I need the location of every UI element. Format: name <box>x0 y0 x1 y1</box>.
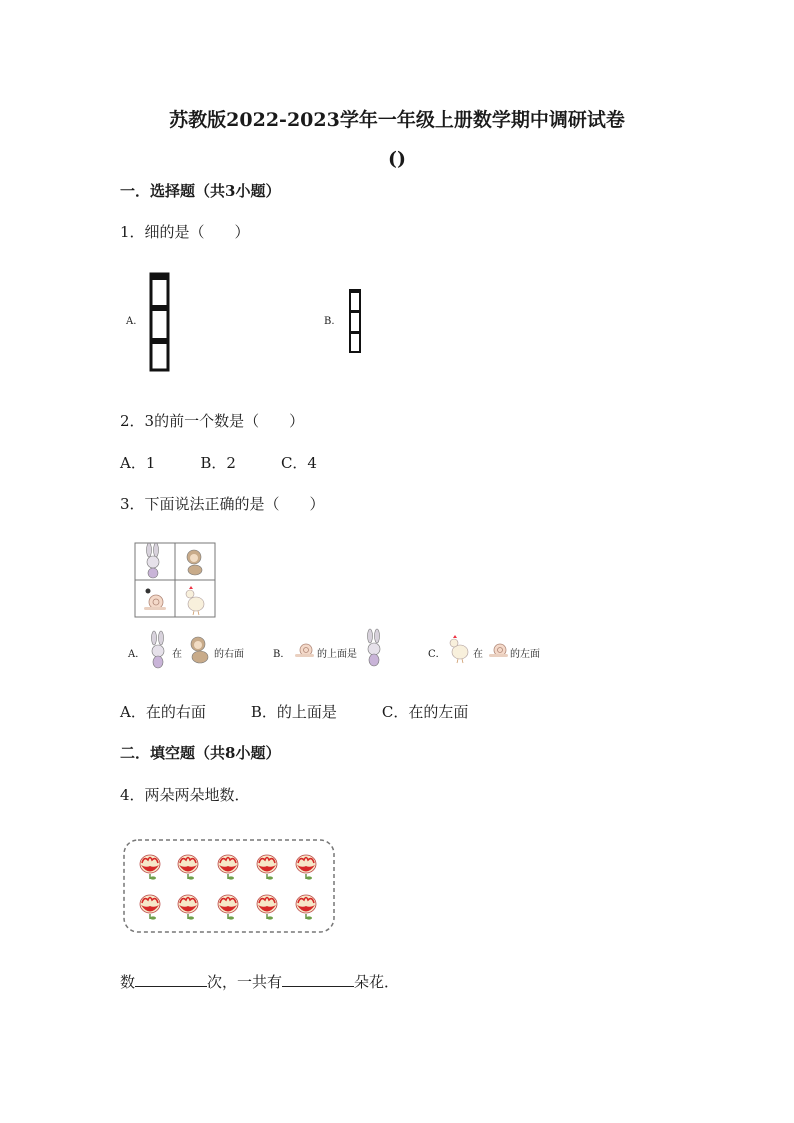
q3-pic-c-label: C． <box>428 649 446 660</box>
question-4-stem: 4．两朵两朵地数． <box>120 786 250 804</box>
question-4-answer <box>120 971 399 992</box>
q3-animal-grid <box>134 542 216 618</box>
answer-blank-total[interactable] <box>282 972 354 987</box>
q3-pic-a-end: 的右面 <box>214 649 244 660</box>
flower-icon <box>296 855 316 880</box>
question-3-options: A．在的右面 B．的上面是 C．在的左面 <box>120 703 469 721</box>
monkey-icon <box>186 634 214 666</box>
flower-icon <box>257 855 277 880</box>
flower-icon <box>178 855 198 880</box>
question-3-stem: 3．下面说法正确的是（ ） <box>120 495 325 513</box>
q3-pic-a-label: A． <box>128 649 146 660</box>
rabbit-icon <box>362 628 386 668</box>
section-heading-choice: 一．选择题（共3小题） <box>120 182 281 200</box>
q3-pic-b-label: B． <box>273 649 291 660</box>
flower-icon <box>140 855 160 880</box>
q1-option-a-label: A. <box>126 316 137 327</box>
flower-icon <box>178 895 198 920</box>
q1-option-a-thick-bar <box>148 272 172 372</box>
q1-option-b-label: B. <box>324 316 335 327</box>
answer-text-1: 数 <box>120 973 136 991</box>
flower-icon <box>218 895 238 920</box>
question-2-options: A．1 B．2 C．4 <box>120 454 317 472</box>
flower-icon <box>257 895 277 920</box>
q3-pic-b-end: 的上面是 <box>317 649 357 660</box>
question-1-stem: 1．细的是（ ） <box>120 223 250 241</box>
document-subtitle: () <box>388 148 406 170</box>
answer-text-3: 朵花． <box>354 973 400 991</box>
section-heading-fill: 二．填空题（共8小题） <box>120 744 281 762</box>
flower-icon <box>296 895 316 920</box>
rabbit-icon <box>146 630 170 670</box>
q3-pic-c-mid: 在 <box>473 649 483 660</box>
question-2-stem: 2．3的前一个数是（ ） <box>120 412 305 430</box>
flower-grid <box>122 838 336 934</box>
flower-icon <box>140 895 160 920</box>
snail-icon <box>486 640 510 660</box>
q3-pic-a-mid: 在 <box>172 649 182 660</box>
snail-icon <box>292 640 316 660</box>
answer-text-2: 次，一共有 <box>207 973 283 991</box>
document-title: 苏教版2022-2023学年一年级上册数学期中调研试卷 <box>169 109 625 131</box>
q1-option-b-thin-bar <box>346 288 364 354</box>
flower-icon <box>218 855 238 880</box>
chicken-icon <box>446 634 472 664</box>
q3-pic-c-end: 的左面 <box>510 649 540 660</box>
answer-blank-count[interactable] <box>135 972 207 987</box>
